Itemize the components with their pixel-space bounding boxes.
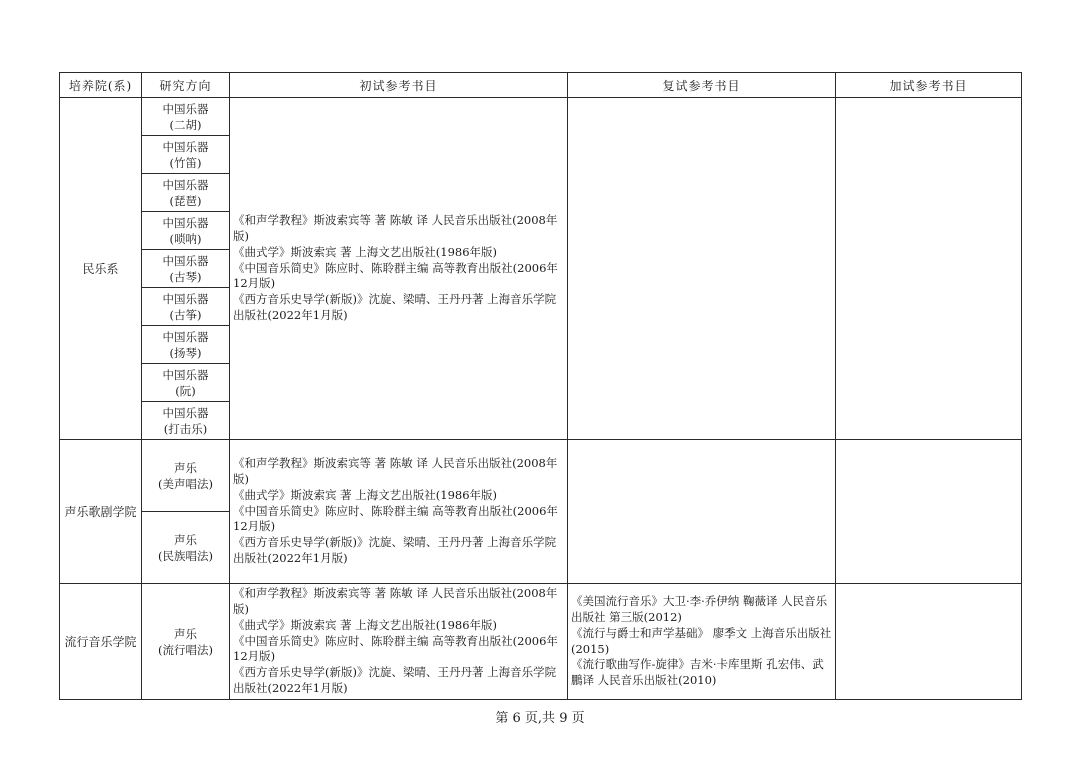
book-entry: 《西方音乐史导学(新版)》沈旋、梁晴、王丹丹著 上海音乐学院出版社(2022年1月版) [233,292,557,322]
book-entry: 《流行与爵士和声学基础》 廖季文 上海音乐出版社(2015) [571,625,832,656]
extra-books-cell [836,584,1022,700]
col-header-initial-books: 初试参考书目 [230,73,568,98]
direction-line: (民族唱法) [158,548,213,563]
direction-line: 中国乐器 [162,101,209,116]
book-entry: 《和声学教程》斯波索宾等 著 陈敏 译 人民音乐出版社(2008年版) [233,586,558,616]
direction-line: (美声唱法) [158,476,213,491]
college-cell: 民乐系 [60,98,142,440]
col-header-extra-books: 加试参考书目 [836,73,1022,98]
college-cell: 流行音乐学院 [60,584,142,700]
direction-line: (流行唱法) [158,642,213,657]
direction-line: (古筝) [169,307,202,322]
direction-cell [142,212,230,250]
direction-line: 中国乐器 [162,329,209,344]
retest-books-cell [568,584,836,700]
initial-books-cell [230,584,568,700]
book-entry: 《和声学教程》斯波索宾等 著 陈敏 译 人民音乐出版社(2008年版) [233,213,558,243]
direction-line: 声乐 [174,532,197,547]
direction-cell [142,98,230,136]
direction-line: (古琴) [169,269,202,284]
direction-line: (二胡) [169,117,202,132]
direction-line: (阮) [175,383,196,398]
direction-line: (扬琴) [169,345,202,360]
direction-cell [142,288,230,326]
direction-line: 中国乐器 [162,405,209,420]
direction-line: (唢呐) [169,231,202,246]
direction-cell [142,584,230,700]
direction-line: 中国乐器 [162,291,209,306]
col-header-retest-books: 复试参考书目 [568,73,836,98]
book-entry: 《曲式学》斯波索宾 著 上海文艺出版社(1986年版) [233,617,498,632]
book-entry: 《中国音乐简史》陈应时、陈聆群主编 高等教育出版社(2006年12月版) [233,260,558,291]
bibliography-table [59,72,1022,700]
direction-line: 声乐 [174,460,197,475]
book-entry: 《中国音乐简史》陈应时、陈聆群主编 高等教育出版社(2006年12月版) [233,633,558,664]
college-cell: 声乐歌剧学院 [60,440,142,584]
retest-books-cell [568,98,836,440]
page-footer: 第 6 页,共 9 页 [495,711,585,726]
direction-cell [142,326,230,364]
direction-cell [142,440,230,512]
book-entry: 《流行歌曲写作-旋律》吉米·卡库里斯 孔宏伟、武鵬译 人民音乐出版社(2010) [571,657,824,688]
direction-cell [142,250,230,288]
direction-cell [142,364,230,402]
direction-cell [142,402,230,440]
table-row [60,584,1022,700]
header-row [60,73,1022,98]
extra-books-cell [836,98,1022,440]
direction-cell [142,174,230,212]
direction-cell [142,512,230,584]
book-entry: 《西方音乐史导学(新版)》沈旋、梁晴、王丹丹著 上海音乐学院出版社(2022年1月版) [233,665,557,695]
book-entry: 《美国流行音乐》大卫·李·乔伊纳 鞠薇译 人民音乐出版社 第三版(2012) [571,594,828,624]
book-entry: 《和声学教程》斯波索宾等 著 陈敏 译 人民音乐出版社(2008年版) [233,456,558,486]
retest-books-cell [568,440,836,584]
initial-books-cell [230,440,568,584]
direction-line: 中国乐器 [162,253,209,268]
direction-line: 中国乐器 [162,215,209,230]
direction-line: 声乐 [174,626,197,641]
table-row [60,98,1022,136]
direction-line: (竹笛) [169,155,202,170]
book-entry: 《中国音乐简史》陈应时、陈聆群主编 高等教育出版社(2006年12月版) [233,503,558,534]
direction-line: 中国乐器 [162,177,209,192]
book-entry: 《曲式学》斯波索宾 著 上海文艺出版社(1986年版) [233,487,498,502]
direction-line: 中国乐器 [162,367,209,382]
direction-line: (琵琶) [169,193,202,208]
col-header-direction: 研究方向 [142,73,230,98]
direction-cell [142,136,230,174]
initial-books-cell [230,98,568,440]
table-row [60,440,1022,512]
book-entry: 《西方音乐史导学(新版)》沈旋、梁晴、王丹丹著 上海音乐学院出版社(2022年1月版) [233,535,557,565]
direction-line: 中国乐器 [162,139,209,154]
extra-books-cell [836,440,1022,584]
book-entry: 《曲式学》斯波索宾 著 上海文艺出版社(1986年版) [233,244,498,259]
direction-line: (打击乐) [163,421,208,436]
col-header-college: 培养院(系) [60,73,142,98]
